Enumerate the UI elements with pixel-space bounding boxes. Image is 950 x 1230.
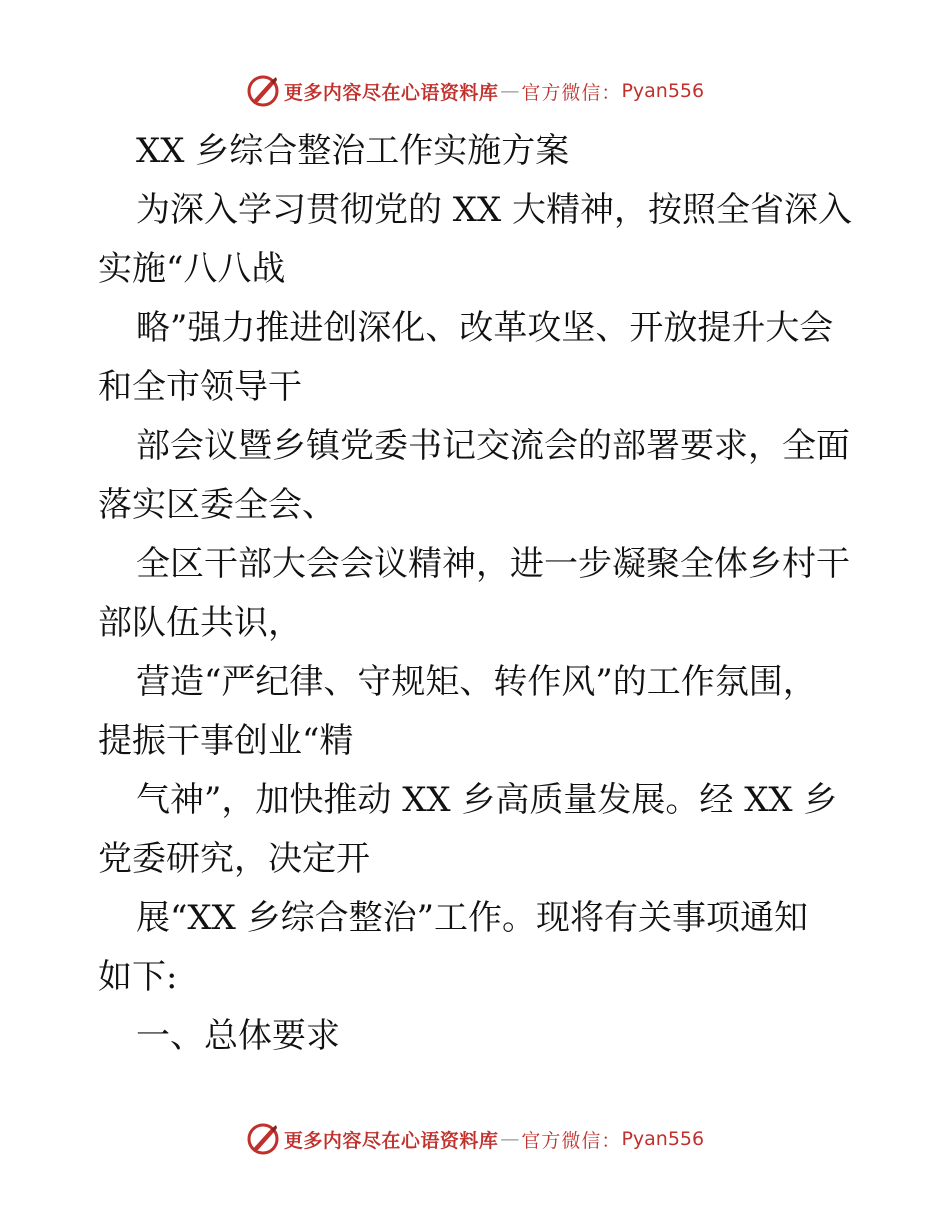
banner-text: 更多内容尽在心语资料库 <box>283 81 499 104</box>
document-line: 提振干事创业“精 <box>98 721 354 761</box>
document-line: 如下: <box>98 957 178 997</box>
document-line: XX 乡综合整治工作实施方案 <box>136 131 570 171</box>
section-heading: 一、总体要求 <box>136 1016 340 1056</box>
banner-wechat-id: Pyan556 <box>621 80 705 102</box>
document-line: 营造“严纪律、守规矩、转作风”的工作氛围， <box>136 662 817 702</box>
header-watermark-banner <box>0 71 950 111</box>
document-line: 部队伍共识， <box>98 603 302 643</box>
banner-dash: — <box>500 80 520 102</box>
quill-logo-icon <box>246 74 280 108</box>
document-line: 党委研究，决定开 <box>98 839 370 879</box>
quill-logo-icon <box>246 1122 280 1156</box>
document-line: 展“XX 乡综合整治”工作。现将有关事项通知 <box>136 898 808 938</box>
banner-text: 更多内容尽在心语资料库 <box>283 1129 499 1152</box>
document-line: 为深入学习贯彻党的 XX 大精神，按照全省深入 <box>136 190 853 230</box>
banner-dash: — <box>500 1128 520 1150</box>
banner-wechat-label: 官方微信： <box>521 1129 622 1152</box>
banner-wechat-id: Pyan556 <box>621 1128 705 1150</box>
footer-watermark-banner <box>0 1119 950 1159</box>
document-line: 气神”，加快推动 XX 乡高质量发展。经 XX 乡 <box>136 780 838 820</box>
document-line: 落实区委全会、 <box>98 485 336 525</box>
banner-wechat-label: 官方微信： <box>521 81 622 104</box>
document-line: 全区干部大会会议精神，进一步凝聚全体乡村干 <box>136 544 850 584</box>
document-line: 略”强力推进创深化、改革攻坚、开放提升大会 <box>136 308 834 348</box>
document-line: 实施“八八战 <box>98 249 286 289</box>
document-line: 部会议暨乡镇党委书记交流会的部署要求，全面 <box>136 426 850 466</box>
document-body <box>98 122 858 1066</box>
document-line: 和全市领导干 <box>98 367 302 407</box>
